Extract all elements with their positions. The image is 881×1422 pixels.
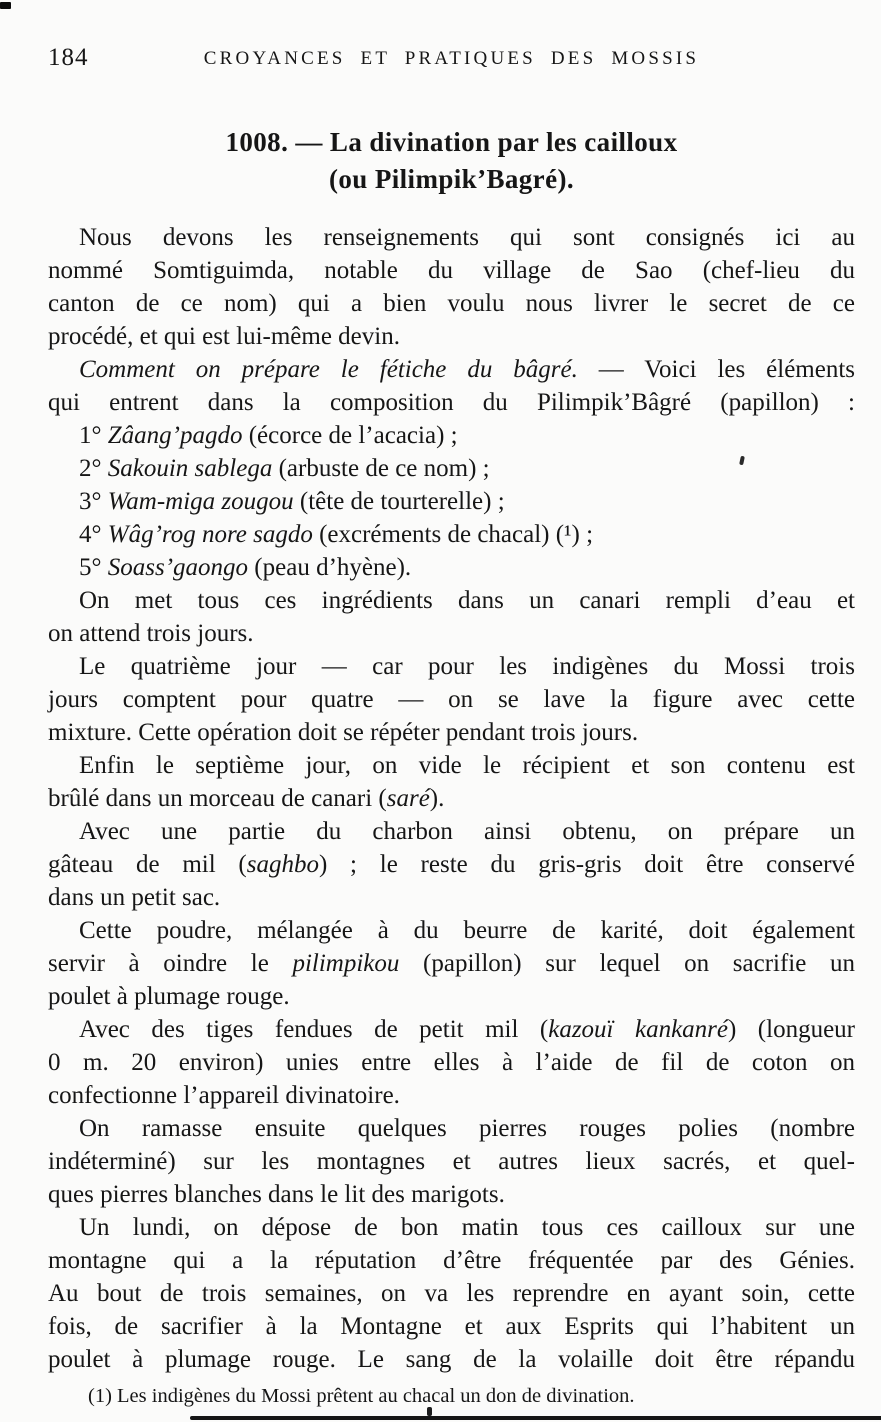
text-run: (tête de tourterelle) ; <box>293 488 505 515</box>
text-run: Un lundi, on dépose de bon matin tous ces cailloux sur une <box>79 1214 855 1241</box>
text-run: nommé Somtiguimda, notable du village de Sao (chef-lieu du <box>48 257 855 284</box>
text-run: mixture. Cette opération doit se répéter pendant trois jours. <box>48 719 639 746</box>
text-run: (peau d’hyène). <box>248 554 412 581</box>
text-run: poulet à plumage rouge. Le sang de la volaille doit être répandu <box>48 1346 855 1373</box>
text-line <box>48 353 855 386</box>
text-run: Le quatrième jour — car pour les indigènes du Mossi trois <box>79 653 855 680</box>
text-run: procédé, et qui est lui-même devin. <box>48 323 400 350</box>
text-run: montagne qui a la réputation d’être fréquentée par des Génies. <box>48 1247 855 1274</box>
text-line <box>48 1013 855 1046</box>
section-title <box>48 124 855 198</box>
text-run: 5° <box>79 554 108 581</box>
text-line <box>48 320 855 353</box>
text-line <box>48 848 855 881</box>
text-line <box>48 1046 855 1079</box>
text-line <box>48 1112 855 1145</box>
text-run: 2° <box>79 455 108 482</box>
text-run: servir à oindre le <box>48 950 293 977</box>
italic-term: Wam-miga zougou <box>107 488 294 515</box>
text-line <box>48 518 855 551</box>
text-line <box>48 1145 855 1178</box>
text-run: fois, de sacrifier à la Montagne et aux Esprits qui l’habitent un <box>48 1313 855 1340</box>
text-run: Enfin le septième jour, on vide le récipient et son contenu est <box>79 752 855 779</box>
text-line <box>48 749 855 782</box>
text-line <box>48 980 855 1013</box>
footnote: (1) Les indigènes du Mossi prêtent au chacal un don de divination. <box>88 1385 635 1407</box>
scan-artifact-bottom-edge <box>190 1416 881 1420</box>
text-run: Avec des tiges fendues de petit mil ( <box>79 1016 549 1043</box>
text-run: Nous devons les renseignements qui sont consignés ici au <box>79 224 855 251</box>
text-line <box>48 683 855 716</box>
text-run: 3° <box>79 488 108 515</box>
text-line <box>48 1211 855 1244</box>
text-line <box>48 947 855 980</box>
text-run: ) ; le reste du gris-gris doit être conservé <box>318 851 856 878</box>
text-run: ). <box>429 785 445 812</box>
text-run: on attend trois jours. <box>48 620 254 647</box>
text-line <box>48 617 855 650</box>
page-header <box>0 42 881 74</box>
text-line <box>48 485 855 518</box>
text-line <box>48 1277 855 1310</box>
scan-artifact-corner <box>0 2 11 9</box>
text-run: gâteau de mil ( <box>48 851 247 878</box>
text-line <box>48 1244 855 1277</box>
text-run: jours comptent pour quatre — on se lave la figure avec cette <box>48 686 855 713</box>
text-run: Au bout de trois semaines, on va les reprendre en ayant soin, cette <box>48 1280 855 1307</box>
section-title-line1: 1008. — La divination par les cailloux <box>225 127 678 157</box>
text-run: (arbuste de ce nom) ; <box>272 455 490 482</box>
italic-term: kazouï kankanré <box>548 1016 728 1043</box>
text-run: dans un petit sac. <box>48 884 221 911</box>
text-line <box>48 650 855 683</box>
text-run: canton de ce nom) qui a bien voulu nous livrer le secret de ce <box>48 290 855 317</box>
text-line <box>48 419 855 452</box>
text-line <box>48 584 855 617</box>
scan-artifact-tick <box>427 1407 432 1416</box>
text-line <box>48 254 855 287</box>
text-run: — Voici les éléments <box>577 356 856 383</box>
italic-term: saré <box>386 785 430 812</box>
text-line <box>48 551 855 584</box>
text-run: (papillon) sur lequel on sacrifie un <box>399 950 855 977</box>
text-run: ques pierres blanches dans le lit des marigots. <box>48 1181 505 1208</box>
text-line <box>48 815 855 848</box>
italic-term: Zâang’pagdo <box>107 422 243 449</box>
text-line <box>48 1079 855 1112</box>
text-line <box>48 716 855 749</box>
text-run: (excréments de chacal) (¹) ; <box>312 521 594 548</box>
text-line <box>48 386 855 419</box>
text-run: poulet à plumage rouge. <box>48 983 290 1010</box>
italic-term: Soass’gaongo <box>107 554 249 581</box>
page-number: 184 <box>48 44 89 71</box>
italic-term: Sakouin sablega <box>107 455 273 482</box>
text-line <box>48 914 855 947</box>
text-line <box>48 881 855 914</box>
text-run: ) (longueur <box>728 1016 855 1043</box>
text-run: 4° <box>79 521 108 548</box>
text-run: On ramasse ensuite quelques pierres rouges polies (nombre <box>79 1115 855 1142</box>
text-run: (écorce de l’acacia) ; <box>242 422 458 449</box>
body-text <box>48 221 855 1376</box>
text-run: Cette poudre, mélangée à du beurre de karité, doit également <box>79 917 855 944</box>
italic-term: Comment on prépare le fétiche du bâgré. <box>79 356 578 383</box>
text-line <box>48 221 855 254</box>
text-line <box>48 1178 855 1211</box>
running-header: CROYANCES ET PRATIQUES DES MOSSIS <box>203 48 700 69</box>
text-run: qui entrent dans la composition du Pilimpik’Bâgré (papillon) : <box>48 389 855 416</box>
section-title-line2: (ou Pilimpik’Bagré). <box>329 164 574 194</box>
text-run: indéterminé) sur les montagnes et autres lieux sacrés, et quel- <box>48 1148 855 1175</box>
text-line <box>48 287 855 320</box>
text-line <box>48 782 855 815</box>
italic-term: saghbo <box>246 851 319 878</box>
text-run: 1° <box>79 422 108 449</box>
italic-term: Wâg’rog nore sagdo <box>107 521 313 548</box>
text-run: brûlé dans un morceau de canari ( <box>48 785 387 812</box>
text-run: 0 m. 20 environ) unies entre elles à l’aide de fil de coton on <box>48 1049 855 1076</box>
text-run: confectionne l’appareil divinatoire. <box>48 1082 400 1109</box>
text-line <box>48 452 855 485</box>
text-run: On met tous ces ingrédients dans un canari rempli d’eau et <box>79 587 855 614</box>
text-run: Avec une partie du charbon ainsi obtenu, on prépare un <box>79 818 855 845</box>
text-line <box>48 1310 855 1343</box>
italic-term: pilimpikou <box>292 950 400 977</box>
text-line <box>48 1343 855 1376</box>
